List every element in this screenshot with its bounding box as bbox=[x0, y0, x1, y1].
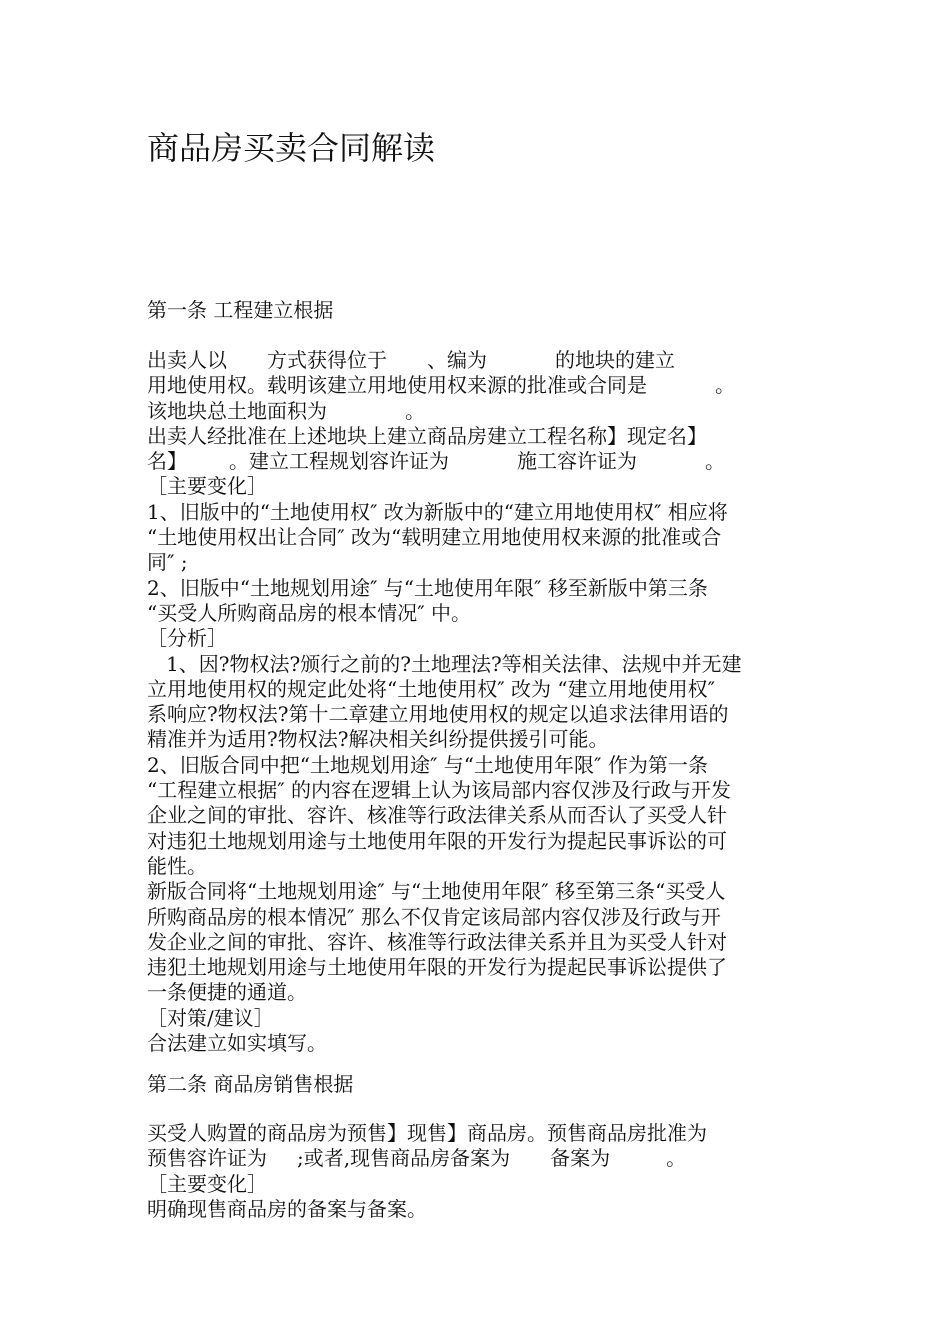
section1-line bbox=[147, 803, 812, 828]
text-fragment: 。 bbox=[705, 449, 725, 474]
section-2-heading: 第二条 商品房销售根据 bbox=[147, 1072, 354, 1096]
text-fragment: 发企业之间的审批、容许、核准等行政法律关系并且为买受人针对 bbox=[147, 929, 727, 954]
section1-line bbox=[147, 677, 812, 702]
text-fragment: 企业之间的审批、容许、核准等行政法律关系从而否认了买受人针 bbox=[147, 803, 727, 828]
section1-line bbox=[147, 829, 812, 854]
text-fragment: 2、旧版中“土地规划用途″ 与“土地使用年限″ 移至新版中第三条 bbox=[147, 575, 708, 600]
text-fragment: 明确现售商品房的备案与备案。 bbox=[147, 1196, 427, 1221]
section1-line bbox=[147, 424, 812, 449]
section1-line bbox=[147, 879, 812, 904]
section1-line bbox=[147, 474, 812, 499]
text-fragment: 对违犯土地规划用途与土地使用年限的开发行为提起民事诉讼的可 bbox=[147, 828, 727, 853]
section2-line bbox=[147, 1197, 812, 1222]
section1-line bbox=[147, 373, 812, 398]
text-fragment: 。 bbox=[666, 1146, 687, 1171]
section1-line bbox=[147, 601, 812, 626]
text-fragment: ［对策/建议］ bbox=[147, 1005, 274, 1030]
section1-line bbox=[147, 626, 812, 651]
text-fragment: 违犯土地规划用途与土地使用年限的开发行为提起民事诉讼提供了 bbox=[147, 955, 727, 980]
section1-line bbox=[147, 1031, 812, 1056]
section1-line bbox=[147, 550, 812, 575]
text-fragment: 精准并为适用?物权法?解决相关纠纷提供援引可能。 bbox=[147, 727, 609, 752]
section1-line bbox=[147, 905, 812, 930]
text-fragment: 出卖人经批准在上述地块上建立商品房建立工程名称】现定名】 bbox=[147, 423, 707, 448]
text-fragment: 的地块的建立 bbox=[555, 348, 675, 372]
text-fragment: 该地块总土地面积为 bbox=[147, 398, 327, 423]
section1-line bbox=[147, 1006, 812, 1031]
section1-line bbox=[147, 753, 812, 778]
text-fragment: 新版合同将“土地规划用途″ 与“土地使用年限″ 移至第三条“买受人 bbox=[147, 879, 726, 904]
text-fragment: 能性。 bbox=[147, 853, 207, 878]
text-fragment: 预售容许证为 bbox=[147, 1146, 267, 1171]
text-fragment: 备案为 bbox=[550, 1146, 611, 1171]
text-fragment: 同″ ; bbox=[147, 550, 188, 575]
section1-line bbox=[147, 702, 812, 727]
section-2-body bbox=[147, 1121, 812, 1222]
section1-line bbox=[147, 525, 812, 550]
text-fragment: 所购商品房的根本情况″ 那么不仅肯定该局部内容仅涉及行政与开 bbox=[147, 904, 721, 929]
section1-line bbox=[147, 449, 812, 474]
text-fragment: 买受人购置的商品房为预售】现售】商品房。预售商品房批准为 bbox=[147, 1121, 707, 1145]
section1-line bbox=[147, 348, 812, 373]
document-title: 商品房买卖合同解读 bbox=[147, 129, 436, 167]
section1-line bbox=[147, 930, 812, 955]
section-1-body bbox=[147, 348, 812, 1056]
text-fragment: ［主要变化］ bbox=[147, 1171, 267, 1196]
text-fragment: 名】 bbox=[147, 449, 187, 474]
text-fragment: “土地使用权出让合同″ 改为“载明建立用地使用权来源的批准或合 bbox=[147, 525, 722, 550]
section2-line bbox=[147, 1172, 812, 1197]
text-fragment: 方式获得位于 bbox=[267, 348, 387, 372]
text-fragment: ［分析］ bbox=[147, 626, 227, 651]
text-fragment: ;或者,现售商品房备案为 bbox=[297, 1146, 511, 1171]
section1-line bbox=[147, 576, 812, 601]
text-fragment: 、编为 bbox=[427, 348, 487, 372]
section2-line bbox=[147, 1146, 812, 1171]
text-fragment: 合法建立如实填写。 bbox=[147, 1031, 327, 1056]
section1-line bbox=[147, 854, 812, 879]
text-fragment: 系响应?物权法?第十二章建立用地使用权的规定以追求法律用语的 bbox=[147, 702, 729, 727]
section1-line bbox=[147, 652, 812, 677]
text-fragment: 。 bbox=[405, 398, 425, 423]
text-fragment: 1、旧版中的“土地使用权″ 改为新版中的“建立用地使用权″ 相应将 bbox=[147, 499, 728, 524]
section2-line bbox=[147, 1121, 812, 1146]
section1-line bbox=[147, 727, 812, 752]
text-fragment: 。 bbox=[715, 373, 735, 398]
text-fragment: 一条便捷的通道。 bbox=[147, 980, 307, 1005]
text-fragment: 2、旧版合同中把“土地规划用途″ 与“土地使用年限″ 作为第一条 bbox=[147, 752, 708, 777]
text-fragment: 。建立工程规划容许证为 bbox=[229, 449, 449, 474]
text-fragment: 施工容许证为 bbox=[517, 449, 637, 474]
text-fragment: “买受人所购商品房的根本情况″ 中。 bbox=[147, 600, 472, 625]
text-fragment: 出卖人以 bbox=[147, 348, 227, 372]
text-fragment: “工程建立根据″ 的内容在逻辑上认为该局部内容仅涉及行政与开发 bbox=[147, 778, 732, 803]
section1-line bbox=[147, 399, 812, 424]
section1-line bbox=[147, 955, 812, 980]
section1-line bbox=[147, 778, 812, 803]
section-1-heading: 第一条 工程建立根据 bbox=[147, 298, 334, 322]
section1-line bbox=[147, 980, 812, 1005]
text-fragment: 立用地使用权的规定此处将“土地使用权″ 改为 “建立用地使用权″ bbox=[147, 676, 716, 701]
text-fragment: 用地使用权。载明该建立用地使用权来源的批准或合同是 bbox=[147, 373, 647, 398]
section1-line bbox=[147, 500, 812, 525]
text-fragment: ［主要变化］ bbox=[147, 474, 267, 499]
text-fragment: 1、因?物权法?颁行之前的?土地理法?等相关法律、法规中并无建 bbox=[147, 651, 742, 676]
